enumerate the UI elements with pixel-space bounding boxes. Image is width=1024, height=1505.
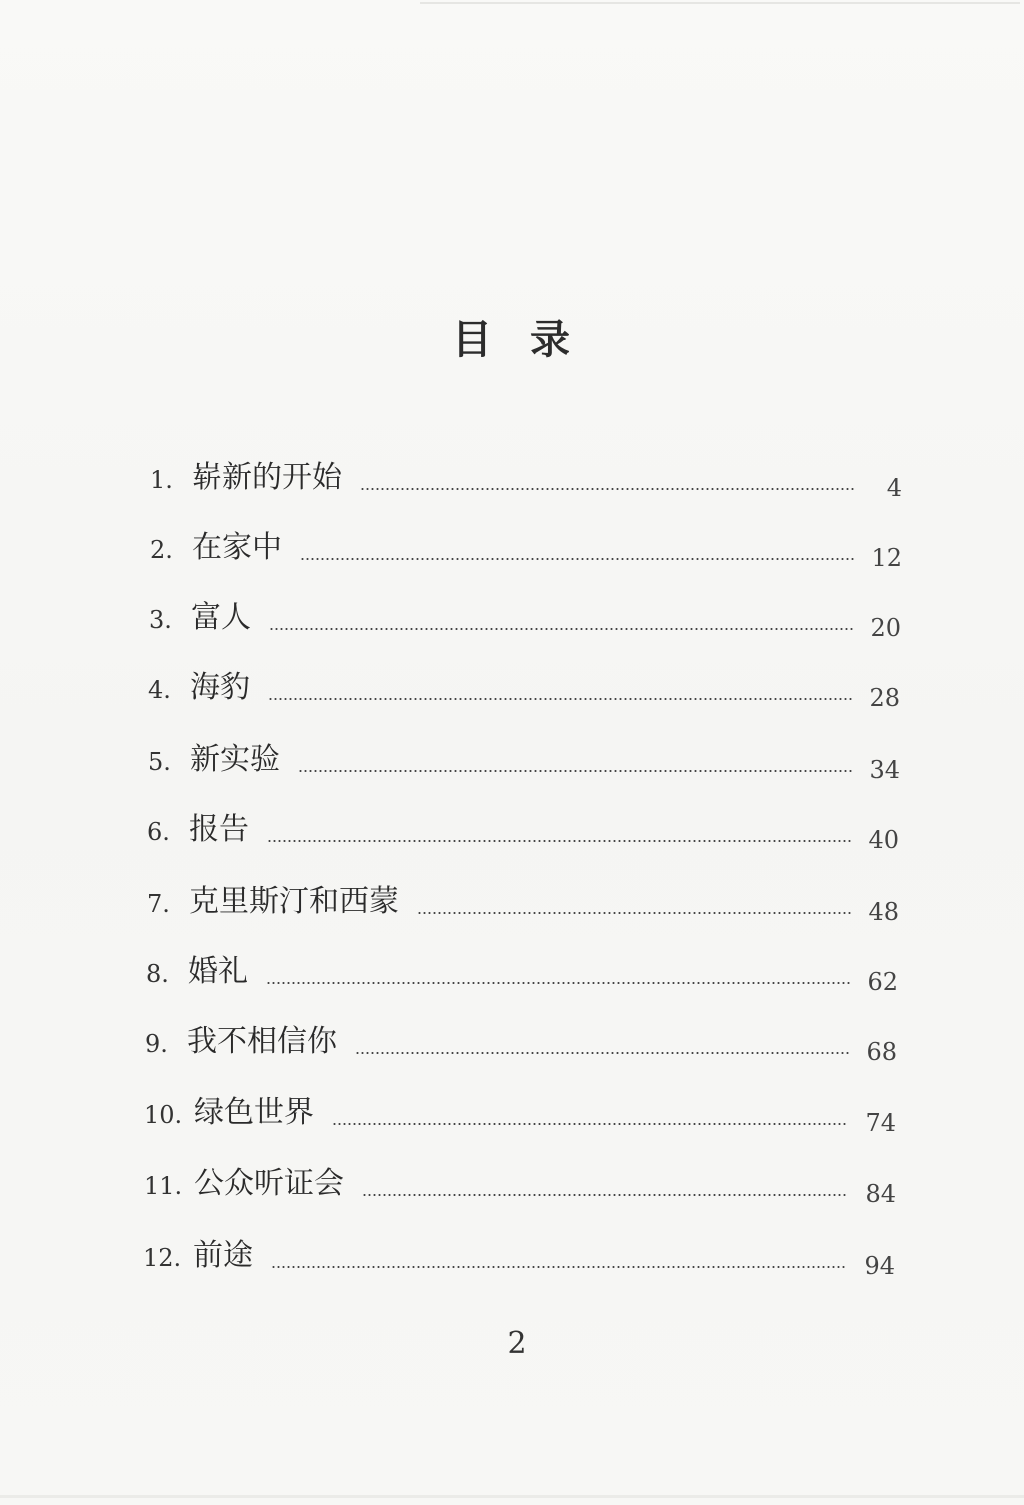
toc-entry-number: 3.	[149, 606, 172, 634]
toc-entry-title: 在家中	[192, 530, 282, 565]
toc-entry-page: 20	[870, 614, 901, 642]
toc-leader-dots	[332, 1123, 848, 1125]
toc-leader-dots	[362, 1194, 848, 1196]
toc-entry-number: 4.	[148, 676, 171, 704]
toc-leader-dots	[266, 982, 850, 984]
toc-entry-number: 1.	[150, 466, 173, 494]
toc-entry-title: 前途	[193, 1238, 253, 1273]
toc-entry-title: 公众听证会	[194, 1166, 344, 1201]
toc-entry-number: 10.	[144, 1101, 183, 1129]
toc-entry-number: 9.	[145, 1030, 168, 1058]
page-bottom-edge	[0, 1495, 1024, 1498]
toc-entry-2[interactable]	[150, 528, 902, 572]
toc-entry-number: 6.	[147, 818, 170, 846]
toc-leader-dots	[268, 698, 852, 700]
toc-entry-page: 12	[871, 544, 902, 572]
toc-entry-title: 婚礼	[188, 954, 248, 989]
toc-leader-dots	[360, 488, 854, 490]
toc-entry-number: 5.	[148, 748, 171, 776]
toc-leader-dots	[355, 1052, 849, 1054]
toc-entry-page: 34	[869, 756, 900, 784]
toc-entry-number: 8.	[146, 960, 169, 988]
toc-entry-page: 68	[866, 1038, 897, 1066]
toc-entry-title: 海豹	[190, 670, 250, 705]
toc-entry-11[interactable]	[144, 1164, 896, 1208]
toc-leader-dots	[298, 770, 852, 772]
toc-entry-10[interactable]	[144, 1093, 896, 1137]
toc-entry-title: 新实验	[190, 742, 280, 777]
toc-leader-dots	[417, 912, 851, 914]
toc-entry-3[interactable]	[149, 598, 901, 642]
toc-entry-title: 克里斯汀和西蒙	[189, 884, 399, 919]
toc-entry-page: 4	[886, 474, 902, 502]
toc-entry-title: 绿色世界	[194, 1095, 314, 1130]
toc-entry-number: 12.	[143, 1244, 182, 1272]
toc-entry-page: 62	[867, 968, 898, 996]
toc-entry-12[interactable]	[143, 1236, 895, 1280]
toc-entry-title: 我不相信你	[187, 1024, 337, 1059]
toc-entry-title: 报告	[189, 812, 249, 847]
toc-entry-number: 2.	[150, 536, 173, 564]
toc-entry-5[interactable]	[148, 740, 900, 784]
toc-entry-page: 48	[868, 898, 899, 926]
toc-entry-page: 28	[869, 684, 900, 712]
toc-entry-1[interactable]	[150, 458, 902, 502]
toc-entry-7[interactable]	[147, 882, 899, 926]
toc-leader-dots	[269, 628, 853, 630]
toc-entry-page: 94	[864, 1252, 895, 1280]
toc-entry-number: 11.	[144, 1172, 183, 1200]
toc-entry-9[interactable]	[145, 1022, 897, 1066]
toc-leader-dots	[267, 840, 851, 842]
toc-entry-page: 74	[865, 1109, 896, 1137]
toc-leader-dots	[300, 558, 854, 560]
toc-entry-number: 7.	[147, 890, 170, 918]
toc-entry-8[interactable]	[146, 952, 898, 996]
toc-entry-6[interactable]	[147, 810, 899, 854]
toc-entry-title: 富人	[191, 600, 251, 635]
page-title: 目 录	[452, 317, 582, 363]
toc-entry-page: 40	[868, 826, 899, 854]
toc-entry-4[interactable]	[148, 668, 900, 712]
toc-leader-dots	[271, 1266, 847, 1268]
toc-entry-title: 崭新的开始	[192, 460, 342, 495]
toc-entry-page: 84	[865, 1180, 896, 1208]
page-number: 2	[507, 1326, 527, 1361]
